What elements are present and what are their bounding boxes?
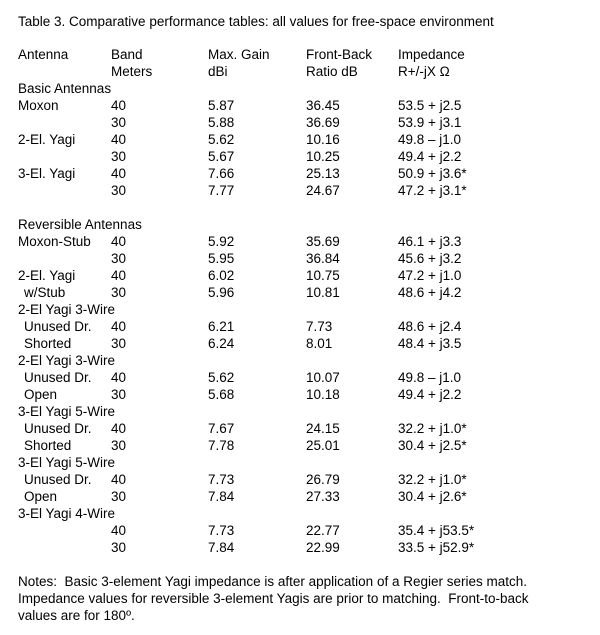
cell-band: 30 (111, 251, 127, 266)
cell-impedance: 53.5 + j2.5 (398, 98, 462, 113)
cell-front-back: 10.75 (306, 268, 340, 283)
cell-impedance: 30.4 + j2.6* (398, 489, 467, 504)
cell-band: 40 (111, 166, 127, 181)
cell-gain: 5.95 (208, 251, 235, 266)
cell-antenna: Moxon (18, 98, 59, 113)
notes-line: Impedance values for reversible 3-element Yagis are prior to matching. Front-to-back (18, 591, 529, 606)
cell-band: 40 (111, 268, 127, 283)
cell-front-back: 27.33 (306, 489, 340, 504)
table-row (18, 369, 594, 386)
cell-front-back: 10.07 (306, 370, 340, 385)
table-title: Table 3. Comparative performance tables: all values for free-space environment (18, 14, 494, 29)
cell-band: 40 (111, 98, 127, 113)
cell-gain: 5.68 (208, 387, 235, 402)
cell-antenna (18, 148, 111, 165)
header-impedance-units: R+/-jX Ω (398, 64, 450, 79)
table-row (18, 284, 594, 301)
section-header-row (18, 216, 594, 233)
cell-band: 40 (111, 132, 127, 147)
cell-antenna: Shorted (24, 438, 72, 453)
cell-front-back: 10.81 (306, 285, 340, 300)
table-row (18, 522, 594, 539)
section-header-row (18, 505, 594, 522)
table-row (18, 182, 594, 199)
cell-antenna: Shorted (24, 336, 72, 351)
table-header (18, 46, 594, 80)
notes-line: values are for 180º. (18, 608, 135, 623)
cell-impedance: 47.2 + j3.1* (398, 183, 467, 198)
cell-antenna: Moxon-Stub (18, 234, 91, 249)
cell-band: 30 (111, 285, 127, 300)
cell-gain: 7.73 (208, 472, 235, 487)
cell-impedance: 48.6 + j2.4 (398, 319, 462, 334)
table-row (18, 114, 594, 131)
cell-gain: 5.92 (208, 234, 235, 249)
cell-gain: 6.02 (208, 268, 235, 283)
table-header-row-2 (18, 63, 594, 80)
cell-front-back: 10.18 (306, 387, 340, 402)
cell-front-back: 36.84 (306, 251, 340, 266)
cell-front-back: 25.01 (306, 438, 340, 453)
cell-antenna (18, 522, 111, 539)
cell-impedance: 32.2 + j1.0* (398, 472, 467, 487)
spacer-row (18, 199, 594, 216)
cell-front-back: 10.25 (306, 149, 340, 164)
cell-impedance: 49.8 – j1.0 (398, 132, 462, 147)
cell-antenna: 2-El. Yagi (18, 132, 76, 147)
section-label: 3-El Yagi 4-Wire (18, 506, 116, 521)
cell-antenna (18, 114, 111, 131)
cell-front-back: 36.45 (306, 98, 340, 113)
cell-impedance: 48.4 + j3.5 (398, 336, 462, 351)
section-label: 3-El Yagi 5-Wire (18, 455, 116, 470)
table-row (18, 437, 594, 454)
cell-impedance: 45.6 + j3.2 (398, 251, 462, 266)
cell-gain: 7.66 (208, 166, 235, 181)
table-row (18, 488, 594, 505)
cell-gain: 6.24 (208, 336, 235, 351)
cell-gain: 7.77 (208, 183, 235, 198)
cell-gain: 5.62 (208, 132, 235, 147)
cell-gain: 7.67 (208, 421, 235, 436)
cell-antenna: Open (24, 489, 58, 504)
cell-front-back: 10.16 (306, 132, 340, 147)
section-header-row (18, 403, 594, 420)
cell-gain: 5.67 (208, 149, 235, 164)
cell-band: 40 (111, 421, 127, 436)
cell-band: 30 (111, 183, 127, 198)
cell-gain: 6.21 (208, 319, 235, 334)
table-row (18, 539, 594, 556)
table-row (18, 386, 594, 403)
cell-antenna: Unused Dr. (24, 370, 92, 385)
cell-impedance: 53.9 + j3.1 (398, 115, 462, 130)
table-row (18, 250, 594, 267)
cell-antenna (18, 182, 111, 199)
table-row (18, 420, 594, 437)
section-label: Reversible Antennas (18, 217, 142, 232)
cell-antenna: 2-El. Yagi (18, 268, 76, 283)
table-row (18, 148, 594, 165)
table-header-row-1 (18, 46, 594, 63)
cell-gain: 5.88 (208, 115, 235, 130)
cell-band: 40 (111, 523, 127, 538)
cell-front-back: 25.13 (306, 166, 340, 181)
cell-front-back: 7.73 (306, 319, 333, 334)
cell-band: 30 (111, 115, 127, 130)
table-row (18, 165, 594, 182)
cell-antenna (18, 250, 111, 267)
notes (18, 573, 594, 624)
table-row (18, 97, 594, 114)
header-band-units: Meters (111, 64, 153, 79)
cell-front-back: 8.01 (306, 336, 333, 351)
cell-impedance: 47.2 + j1.0 (398, 268, 462, 283)
cell-gain: 7.84 (208, 540, 235, 555)
section-label: 3-El Yagi 5-Wire (18, 404, 116, 419)
cell-antenna (18, 539, 111, 556)
table-row (18, 131, 594, 148)
cell-antenna: Unused Dr. (24, 472, 92, 487)
table-row (18, 471, 594, 488)
header-antenna: Antenna (18, 47, 69, 62)
cell-antenna: Unused Dr. (24, 319, 92, 334)
section-header-row (18, 454, 594, 471)
cell-impedance: 46.1 + j3.3 (398, 234, 462, 249)
section-header-row (18, 301, 594, 318)
cell-band: 30 (111, 387, 127, 402)
table-row (18, 318, 594, 335)
notes-line: Notes: Basic 3-element Yagi impedance is after application of a Regier series match. (18, 574, 528, 589)
cell-impedance: 33.5 + j52.9* (398, 540, 475, 555)
header-gain-units: dBi (208, 64, 228, 79)
header-max-gain: Max. Gain (208, 47, 270, 62)
cell-front-back: 24.15 (306, 421, 340, 436)
section-header-row (18, 80, 594, 97)
section-label: 2-El Yagi 3-Wire (18, 302, 116, 317)
cell-antenna: w/Stub (24, 285, 66, 300)
cell-front-back: 36.69 (306, 115, 340, 130)
cell-band: 40 (111, 472, 127, 487)
header-band: Band (111, 47, 143, 62)
cell-impedance: 49.4 + j2.2 (398, 149, 462, 164)
cell-front-back: 35.69 (306, 234, 340, 249)
cell-gain: 7.78 (208, 438, 235, 453)
cell-front-back: 26.79 (306, 472, 340, 487)
cell-antenna: Open (24, 387, 58, 402)
cell-front-back: 22.99 (306, 540, 340, 555)
cell-impedance: 49.8 – j1.0 (398, 370, 462, 385)
cell-impedance: 32.2 + j1.0* (398, 421, 467, 436)
header-front-back: Front-Back (306, 47, 373, 62)
cell-impedance: 48.6 + j4.2 (398, 285, 462, 300)
table-row (18, 335, 594, 352)
section-header-row (18, 352, 594, 369)
cell-gain: 7.84 (208, 489, 235, 504)
cell-band: 30 (111, 149, 127, 164)
header-ratio-units: Ratio dB (306, 64, 358, 79)
cell-antenna: 3-El. Yagi (18, 166, 76, 181)
table-body (18, 80, 594, 556)
cell-gain: 5.87 (208, 98, 235, 113)
cell-front-back: 24.67 (306, 183, 340, 198)
cell-impedance: 35.4 + j53.5* (398, 523, 475, 538)
header-antenna-sub (18, 63, 111, 80)
cell-gain: 5.96 (208, 285, 235, 300)
header-impedance: Impedance (398, 47, 465, 62)
cell-band: 40 (111, 370, 127, 385)
cell-gain: 5.62 (208, 370, 235, 385)
cell-antenna: Unused Dr. (24, 421, 92, 436)
table-row (18, 233, 594, 250)
cell-band: 30 (111, 540, 127, 555)
section-label: 2-El Yagi 3-Wire (18, 353, 116, 368)
cell-band: 40 (111, 319, 127, 334)
cell-front-back: 22.77 (306, 523, 340, 538)
cell-band: 30 (111, 336, 127, 351)
cell-impedance: 30.4 + j2.5* (398, 438, 467, 453)
table-row (18, 267, 594, 284)
cell-band: 30 (111, 489, 127, 504)
section-label: Basic Antennas (18, 81, 112, 96)
cell-gain: 7.73 (208, 523, 235, 538)
cell-impedance: 49.4 + j2.2 (398, 387, 462, 402)
cell-impedance: 50.9 + j3.6* (398, 166, 467, 181)
cell-band: 40 (111, 234, 127, 249)
cell-band: 30 (111, 438, 127, 453)
